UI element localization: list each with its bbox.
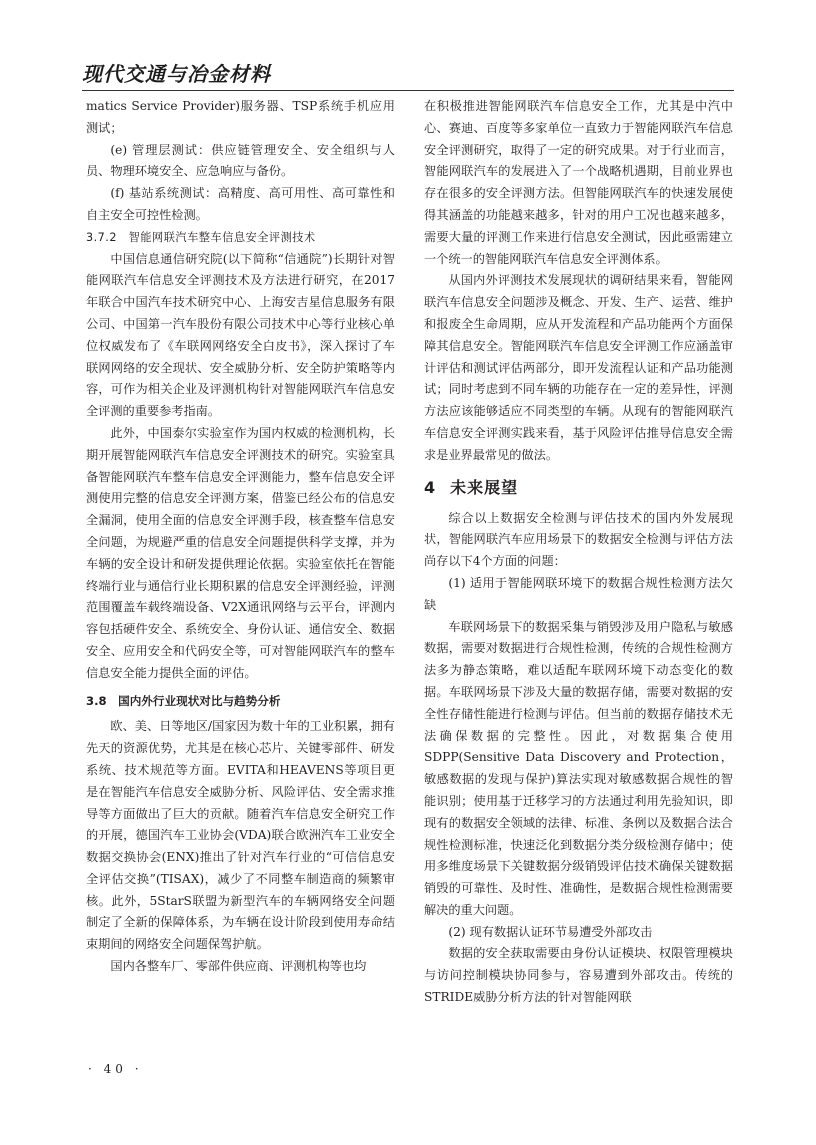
section-heading-4 (424, 476, 733, 500)
paragraph: 数据的安全获取需要由身份认证模块、权限管理模块与访问控制模块协同参与，容易遭到外部攻击。传统的STRIDE威胁分析方法的针对智能网联 (424, 946, 733, 1005)
paragraph: 车联网场景下的数据采集与销毁涉及用户隐私与敏感数据，需要对数据进行合规性检测，传统的合规性检测方法多为静态策略，难以适配车联网环境下动态变化的数据。车联网场景下涉及大量的数据存储，需要对数据的安全性存储性能进行检测与评估。但当前的数据存储技术无法确保数据的完整性。因此，对数据集合使用SDPP(Sensitive Data Discovery and Protection，敏感数据的发现与保护)算法实现对敏感数据合规性的智能识别；使用基于迁移学习的方法通过利用先验知识，即现有的数据安全领域的法律、标准、条例以及数据合法合规性检测标准，快速泛化到数据分类分级检测存储中；使用多维度场景下关键数据分级销毁评估技术确保关键数据销毁的可靠性、及时性、准确性，是数据合规性检测需要解决的重大问题。 (424, 619, 733, 917)
paragraph: 国内各整车厂、零部件供应商、评测机构等也均 (110, 959, 367, 974)
list-item: (f) 基站系统测试：高精度、高可用性、高可靠性和自主安全可控性检测。 (86, 186, 395, 222)
paragraph: 此外，中国泰尔实验室作为国内权威的检测机构，长期开展智能网联汽车信息安全评测技术的研究。实验室具备智能网联汽车整车信息安全评测能力，整车信息安全评测使用完整的信息安全评测方案，借鉴已经公布的信息安全漏洞，使用全面的信息安全评测手段，核查整车信息安全问题，为规避严重的信息安全问题提供科学支撑，并为车辆的安全设计和研发提供理论依据。实验室依托在智能终端行业与通信行业长期积累的信息安全评测经验，评测范围覆盖车载终端设备、V2X通讯网络与云平台，评测内容包括硬件安全、系统安全、身份认证、通信安全、数据安全、应用安全和代码安全等，可对智能网联汽车的整车信息安全能力提供全面的评估。 (86, 425, 395, 680)
section-title: 未来展望 (450, 477, 519, 497)
paragraph: 综合以上数据安全检测与评估技术的国内外发展现状，智能网联汽车应用场景下的数据安全检测与评估方法尚存以下4个方面的问题： (424, 510, 733, 569)
right-column (424, 96, 733, 1009)
page-number: · 40 · (88, 1062, 143, 1076)
paragraph: 中国信息通信研究院(以下简称“信通院”)长期针对智能网联汽车信息安全评测技术及方法进行研究，在2017年联合中国汽车技术研究中心、上海安吉星信息服务有限公司、中国第一汽车股份有限公司技术中心等行业核心单位权威发布了《车联网网络安全白皮书》，深入探讨了车联网网络的安全现状、安全威胁分析、安全防护策略等内容，可作为相关企业及评测机构针对智能网联汽车信息安全评测的重要参考指南。 (86, 251, 395, 419)
section-number: 4 (424, 477, 437, 497)
list-item: (e) 管理层测试：供应链管理安全、安全组织与人员、物理环境安全、应急响应与备份。 (86, 142, 395, 179)
paragraph: 欧、美、日等地区/国家因为数十年的工业积累，拥有先天的资源优势，尤其是在核心芯片、关键零部件、研发系统、技术规范等方面。EVITA和HEAVENS等项目更是在智能汽车信息安全威胁分析、风险评估、安全需求推导等方面做出了巨大的贡献。随着汽车信息安全研究工作的开展，德国汽车工业协会(VDA)联合欧洲汽车工业安全数据交换协会(ENX)推出了针对汽车行业的“可信信息安全评估交换”(TISAX)，减少了不同整车制造商的频繁审核。此外，5StarS联盟为新型汽车的车辆网络安全问题制定了全新的保障体系，为车辆在设计阶段到使用寿命结束期间的网络安全问题保驾护航。 (86, 719, 395, 952)
journal-title: 现代交通与冶金材料 (82, 62, 271, 86)
paragraph: 在积极推进智能网联汽车信息安全工作，尤其是中汽中心、赛迪、百度等多家单位一直致力于智能网联汽车信息安全评测研究，取得了一定的研究成果。对于行业而言，智能网联汽车的发展进入了一个战略机遇期，目前业界也存在很多的安全评测方法。但智能网联汽车的快速发展使得其涵盖的功能越来越多，针对的用户工况也越来越多，需要大量的评测工作来进行信息安全测试，因此亟需建立一个统一的智能网联汽车信息安全评测体系。 (424, 99, 733, 266)
paragraph: matics Service Provider)服务器、TSP系统手机应用测试； (86, 99, 395, 135)
list-item: (1) 适用于智能网联环境下的数据合规性检测方法欠缺 (424, 575, 733, 612)
list-item: (2) 现有数据认证环节易遭受外部攻击 (448, 924, 653, 939)
left-column (86, 96, 395, 978)
header-rule (82, 90, 734, 91)
section-heading-3-8: 3.8 国内外行业现状对比与趋势分析 (86, 693, 281, 708)
paragraph: 从国内外评测技术发展现状的调研结果来看，智能网联汽车信息安全问题涉及概念、开发、生产、运营、维护和报废全生命周期，应从开发流程和产品功能两个方面保障其信息安全。智能网联汽车信息安全评测工作应涵盖审计评估和测试评估两部分，即开发流程认证和产品功能测试；同时考虑到不同车辆的功能存在一定的差异性，评测方法应该能够适应不同类型的车辆。从现有的智能网联汽车信息安全评测实践来看，基于风险评估推导信息安全需求是业界最常见的做法。 (424, 273, 733, 462)
subsection-heading-3-7-2: 3.7.2 智能网联汽车整车信息安全评测技术 (86, 230, 316, 244)
